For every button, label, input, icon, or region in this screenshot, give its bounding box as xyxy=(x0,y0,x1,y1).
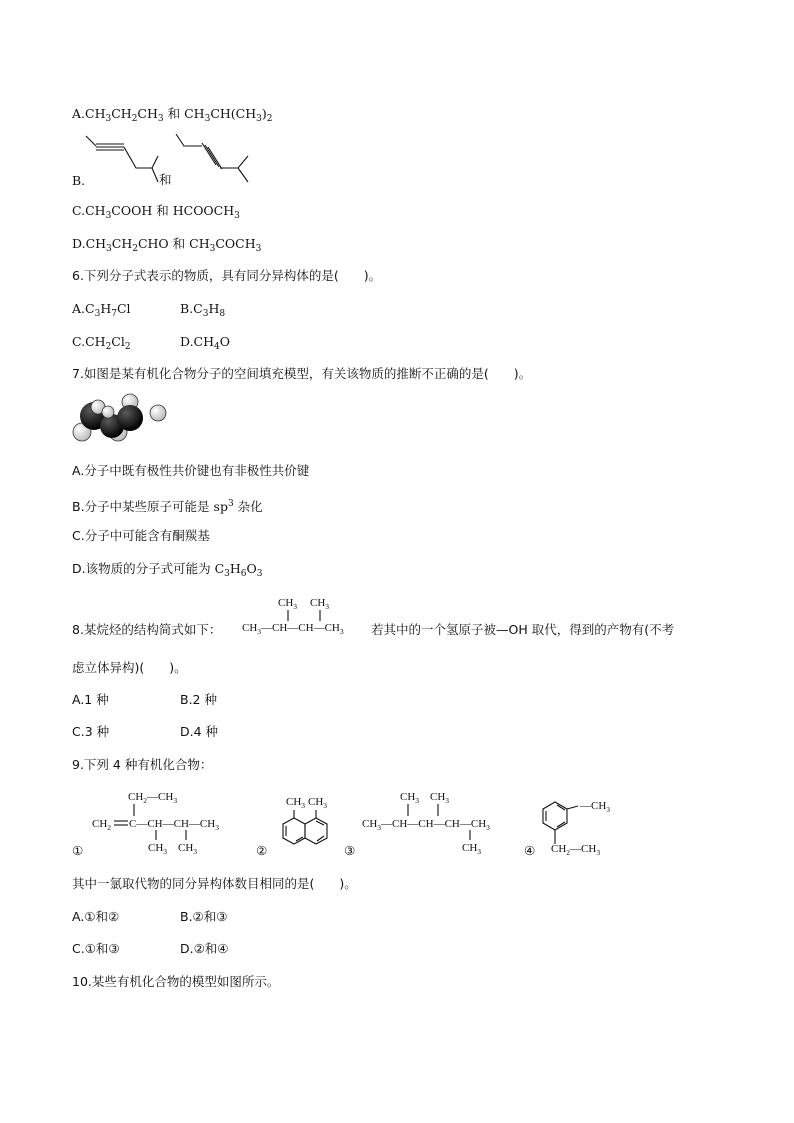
q6-option-a: $A.C_3H_7Cl$ xyxy=(72,301,131,319)
q6-option-d: $D.CH_4O$ xyxy=(180,334,230,352)
q8-stem-pre: 8.某烷烃的结构简式如下： xyxy=(72,622,222,637)
q9-label-4: ④ xyxy=(524,843,536,858)
q5-option-d-label: D. xyxy=(72,236,86,251)
s2-ring-right xyxy=(305,818,327,844)
q9-option-c: C.①和③ xyxy=(72,941,120,956)
q8-structure xyxy=(242,594,372,636)
q5b-bond-1 xyxy=(86,136,96,146)
q9-label-2: ② xyxy=(256,843,268,858)
q9-structure-3 xyxy=(362,788,522,858)
q10-stem: 10.某些有机化合物的模型如图所示。 xyxy=(72,974,280,989)
q5-option-b-structures xyxy=(84,130,284,190)
q5-option-c-label: C. xyxy=(72,203,86,218)
q5b2-triple-2 xyxy=(205,145,219,167)
q9-option-b: B.②和③ xyxy=(180,909,228,924)
q5b2-triple-3 xyxy=(208,147,222,169)
q8-chain: $CH_3—CH—CH—CH_3$ xyxy=(242,622,344,636)
q8-top-methyl-1: $CH_3$ xyxy=(278,597,298,611)
s1-top: $CH_2—CH_3$ xyxy=(128,791,178,805)
q8-stem-line2: 虑立体异构)( )。 xyxy=(72,660,187,675)
q9-label-3: ③ xyxy=(344,843,356,858)
s4-bond-top xyxy=(567,806,578,809)
s4-ring xyxy=(543,802,567,830)
s1-chain: $CH_2$ xyxy=(92,818,112,832)
q8-stem-post: 若其中的一个氢原子被—OH 取代，得到的产物有(不考 xyxy=(371,622,675,637)
q5b2-chain-start xyxy=(176,134,202,146)
q5b-chain xyxy=(124,147,158,168)
q5-option-c: $C.CH_3COOH$ 和 $HCOOCH_3$ xyxy=(72,203,240,221)
s4-bottom: $CH_2—CH_3$ xyxy=(551,843,601,857)
q5-option-a-label: A. xyxy=(72,106,86,121)
q8-option-b: B.2 种 xyxy=(180,692,217,707)
space-filling-model xyxy=(68,388,178,450)
q9-label-1: ① xyxy=(72,843,84,858)
s1-b2: $CH_3$ xyxy=(178,842,198,856)
atom-c-right xyxy=(117,405,143,431)
q7-option-c: C.分子中可能含有酮羰基 xyxy=(72,528,210,543)
atom-h-right xyxy=(150,405,166,421)
q9-stem: 9.下列 4 种有机化合物： xyxy=(72,757,213,772)
q6-stem: 6.下列分子式表示的物质，具有同分异构体的是( )。 xyxy=(72,268,382,283)
q6-option-c: $C.CH_2Cl_2$ xyxy=(72,334,131,352)
q8-option-a: A.1 种 xyxy=(72,692,109,707)
q6-option-b: $B.C_3H_8$ xyxy=(180,301,226,319)
q9-structure-4 xyxy=(540,792,630,858)
s3-top-1: $CH_3$ xyxy=(400,791,420,805)
q8-top-methyl-2: $CH_3$ xyxy=(310,597,330,611)
s1-c: $C—CH—CH—CH_3$ xyxy=(129,818,219,832)
q5-option-a-formula: $CH_3CH_2CH_3$ 和 $CH_3CH(CH_3)_2$ xyxy=(85,106,273,124)
q7-option-a: A.分子中既有极性共价键也有非极性共价键 xyxy=(72,463,310,478)
s1-b1: $CH_3$ xyxy=(148,842,168,856)
q5-option-b-label: B. xyxy=(72,173,86,188)
q8-option-c: C.3 种 xyxy=(72,724,110,739)
atom-h-center xyxy=(102,406,114,418)
q5b2-chain-end xyxy=(220,156,248,168)
q9-option-a: A.①和② xyxy=(72,909,120,924)
s3-top-2: $CH_3$ xyxy=(430,791,450,805)
q9-structure-1 xyxy=(90,788,240,858)
s2-methyl-1: $CH_3$ xyxy=(286,796,306,810)
q5b-branch xyxy=(152,168,158,182)
q8-option-d: D.4 种 xyxy=(180,724,219,739)
q9-structure-2-naphthalene xyxy=(272,794,336,858)
q5b2-triple-1 xyxy=(202,143,216,165)
s4-top: $—CH_3$ xyxy=(580,800,611,814)
q5-option-a xyxy=(72,106,272,127)
q7-stem: 7.如图是某有机化合物分子的空间填充模型，有关该物质的推断不正确的是( )。 xyxy=(72,366,532,381)
s3-bottom: $CH_3$ xyxy=(462,842,482,856)
q5-option-b-and: 和 xyxy=(159,172,172,187)
s3-chain: $CH_3—CH—CH—CH—CH_3$ xyxy=(362,818,490,832)
q7-option-b: B.分子中某些原子可能是 $sp^3$ 杂化 xyxy=(72,499,263,514)
q5b2-branch xyxy=(238,168,248,182)
s2-methyl-2: $CH_3$ xyxy=(308,796,328,810)
q9-question: 其中一氯取代物的同分异构体数目相同的是( )。 xyxy=(72,876,357,891)
q5-option-d: $D.CH_3CH_2CHO$ 和 $CH_3COCH_3$ xyxy=(72,236,262,254)
q7-option-d: D.该物质的分子式可能为 $C_3H_6O_3$ xyxy=(72,561,263,579)
q9-option-d: D.②和④ xyxy=(180,941,229,956)
